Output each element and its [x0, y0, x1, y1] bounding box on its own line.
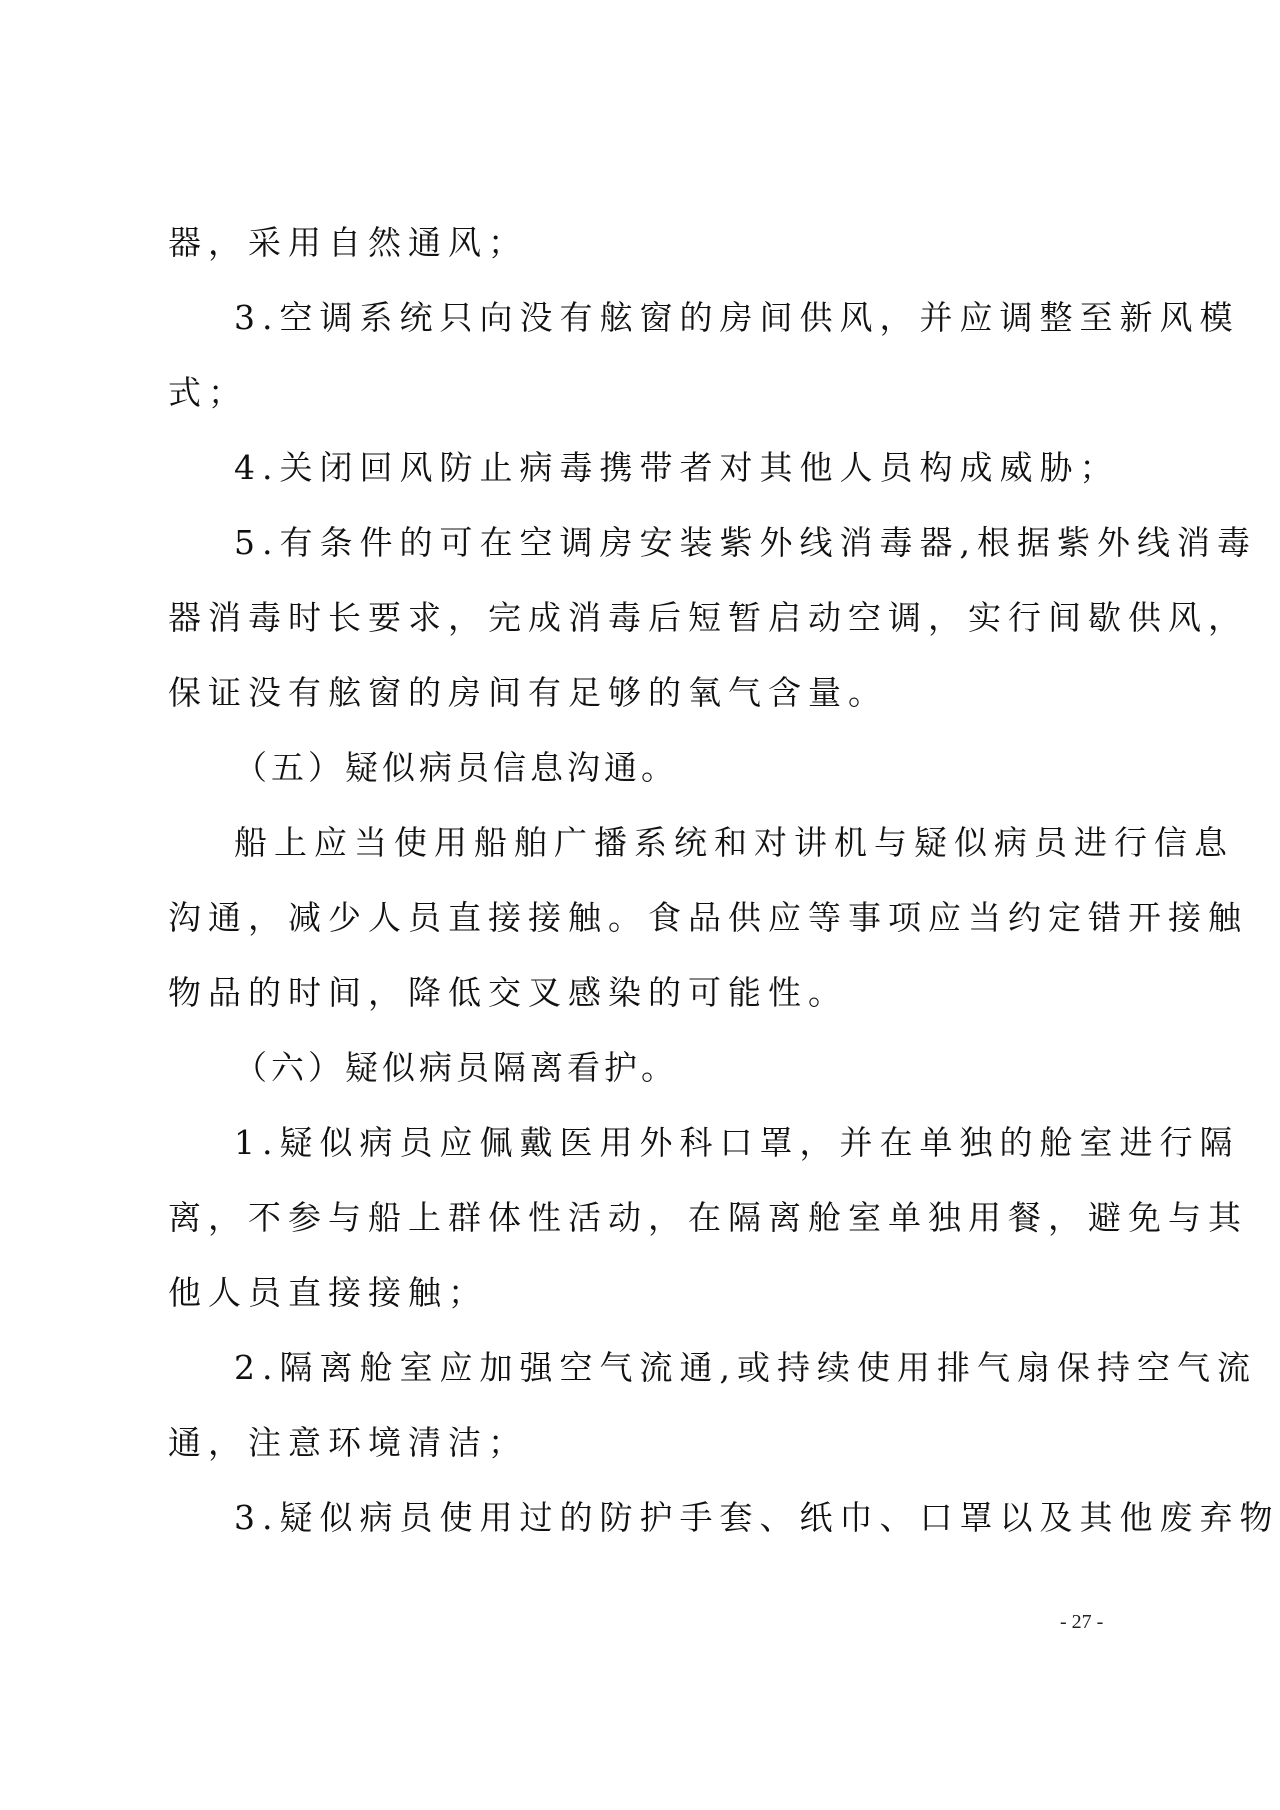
text-line: 式； [168, 373, 248, 412]
text-line: 4.关闭回风防止病毒携带者对其他人员构成威胁； [234, 448, 1120, 487]
text-line: 器，采用自然通风； [168, 223, 528, 262]
text-line: 船上应当使用船舶广播系统和对讲机与疑似病员进行信息 [234, 823, 1234, 862]
text-line: 1.疑似病员应佩戴医用外科口罩，并在单独的舱室进行隔 [234, 1123, 1240, 1162]
text-line: 他人员直接接触； [168, 1273, 488, 1312]
text-line: 物品的时间，降低交叉感染的可能性。 [168, 973, 848, 1012]
text-line: 沟通，减少人员直接接触。食品供应等事项应当约定错开接触 [168, 898, 1248, 937]
text-line: 离，不参与船上群体性活动，在隔离舱室单独用餐，避免与其 [168, 1198, 1248, 1237]
text-line: 3.空调系统只向没有舷窗的房间供风，并应调整至新风模 [234, 298, 1240, 337]
text-line: 5.有条件的可在空调房安装紫外线消毒器,根据紫外线消毒 [234, 523, 1257, 562]
text-line: 通，注意环境清洁； [168, 1423, 528, 1462]
text-line: 保证没有舷窗的房间有足够的氧气含量。 [168, 673, 888, 712]
section-heading: （五）疑似病员信息沟通。 [234, 748, 678, 787]
page-number: - 27 - [1060, 1611, 1104, 1633]
text-line: 3.疑似病员使用过的防护手套、纸巾、口罩以及其他废弃物 [234, 1498, 1280, 1537]
text-line: 2.隔离舱室应加强空气流通,或持续使用排气扇保持空气流 [234, 1348, 1257, 1387]
section-heading: （六）疑似病员隔离看护。 [234, 1048, 678, 1087]
text-line: 器消毒时长要求，完成消毒后短暂启动空调，实行间歇供风， [168, 598, 1248, 637]
